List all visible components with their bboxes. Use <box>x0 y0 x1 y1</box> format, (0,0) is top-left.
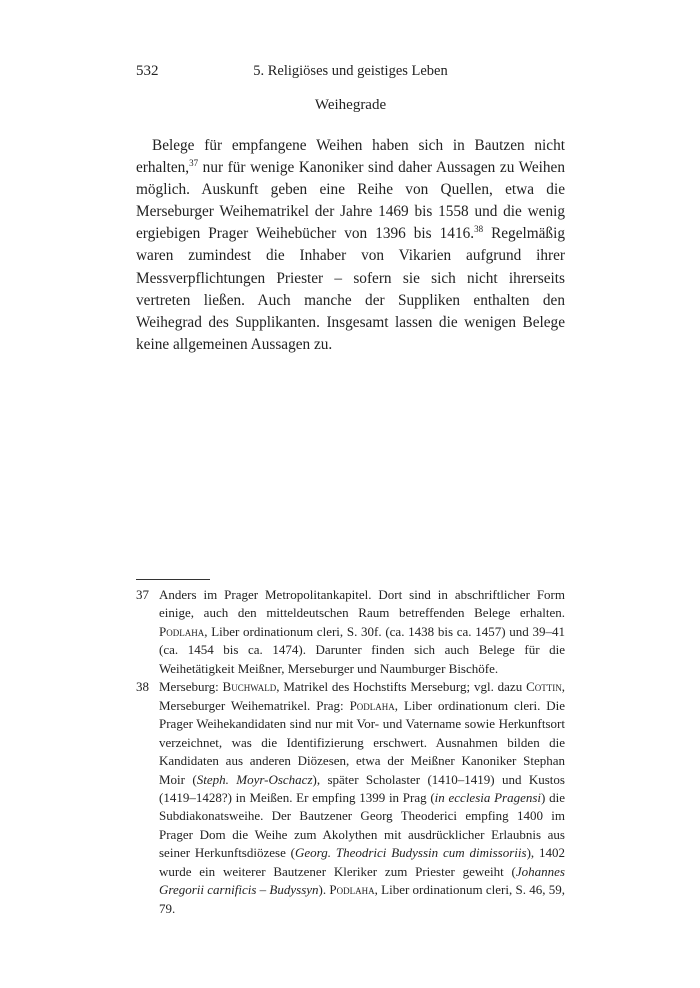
paragraph-text: Regelmäßig waren zumindest die Inhaber von Vikarien aufgrund ihrer Messverpflichtungen Priester – sofern sie sich nicht ihrerseits vertreten ließen. Auch manche der Suppliken enthalten den Weihegrad des Supplikanten. Insgesamt lassen die wenigen Belege keine allgemeinen Aussagen zu. <box>136 225 565 353</box>
section-heading: Weihegrade <box>314 97 387 113</box>
footnote-text: , Merseburger Weihematrikel. Prag: <box>159 679 565 713</box>
author-name: Podlaha <box>159 623 205 639</box>
footnote-text: ), 1402 wurde ein weiterer Bautzener Kleriker zum Priester geweiht ( <box>159 845 565 879</box>
page-header <box>136 63 565 85</box>
footnotes <box>136 579 565 918</box>
footnote-text: ) die Subdiakonatsweihe. Der Bautzener Georg Theoderici empfing 1400 im Prager Dom die Weihe zum Akolythen mit ausdrücklicher Erlaubnis aus seiner Herkunftsdiözese ( <box>159 789 565 861</box>
footnote-number: 37 <box>136 587 149 602</box>
latin-quote: Steph. Moyr-Oschacz <box>196 771 313 787</box>
latin-quote: Johannes Gregorii carnificis – Budyssyn <box>159 863 565 898</box>
footnote-reference-37: 37 <box>189 158 199 168</box>
footnote-reference-38: 38 <box>474 224 484 235</box>
author-name: Podlaha <box>349 697 395 713</box>
latin-quote: in ecclesia Pragensi <box>434 789 542 805</box>
footnote-text: , Liber ordinationum cleri. Die Prager Weihekandidaten sind nur mit Vor- und Vatername sowie Herkunftsort verzeichnet, was die Identifizierung erschwert. Ausnahmen bilden die Kandidaten aus anderen Diözesen, etwa der Meißner Kanoniker Stephan Moir ( <box>159 697 565 787</box>
paragraph <box>136 135 565 356</box>
footnote-text: , Matrikel des Hochstifts Merseburg; vgl. dazu <box>276 679 527 695</box>
footnote-text: , Liber ordinationum cleri, S. 30f. (ca. 1438 bis ca. 1457) und 39–41 (ca. 1454 bis ca. 1474). Darunter finden sich auch Belege für die Weihetätigkeit Meißner, Merseburger und Naumburger Bischöfe. <box>159 623 565 676</box>
footnote-text: Merseburg: <box>159 679 223 695</box>
paragraph-text: Belege für empfangene Weihen haben sich in Bautzen nicht erhalten, <box>136 137 565 177</box>
footnote-separator <box>136 579 210 580</box>
page-number: 532 <box>136 63 159 79</box>
footnote-text: , Liber ordinationum cleri, S. 46, 59, 79. <box>159 882 565 916</box>
author-name: Buchwald <box>222 679 277 695</box>
body-text <box>136 135 565 356</box>
footnote-text: ), später Scholaster (1410–1419) und Kustos (1419–1428?) in Meißen. Er empfing 1399 in Prag ( <box>159 771 565 805</box>
author-name: Podlaha <box>329 882 375 898</box>
author-name: Cottin <box>526 679 562 695</box>
footnote-text: ). <box>318 882 330 898</box>
footnote-text: Anders im Prager Metropolitankapitel. Dort sind in abschriftlicher Form einige, auch den mitteldeutschen Raum betreffenden Belege erhalten. <box>159 587 565 621</box>
paragraph-text: nur für wenige Kanoniker sind daher Aussagen zu Weihen möglich. Auskunft geben eine Reihe von Quellen, etwa die Merseburger Weihematrikel der Jahre 1469 bis 1558 und die wenig ergiebigen Prager Weihebücher von 1396 bis 1416. <box>136 159 565 243</box>
footnote-38 <box>136 678 565 918</box>
footnote-37 <box>136 586 565 678</box>
latin-quote: Georg. Theodrici Budyssin cum dimissoriis <box>295 845 527 861</box>
running-head: 5. Religiöses und geistiges Leben <box>253 63 448 79</box>
footnote-number: 38 <box>136 679 149 695</box>
